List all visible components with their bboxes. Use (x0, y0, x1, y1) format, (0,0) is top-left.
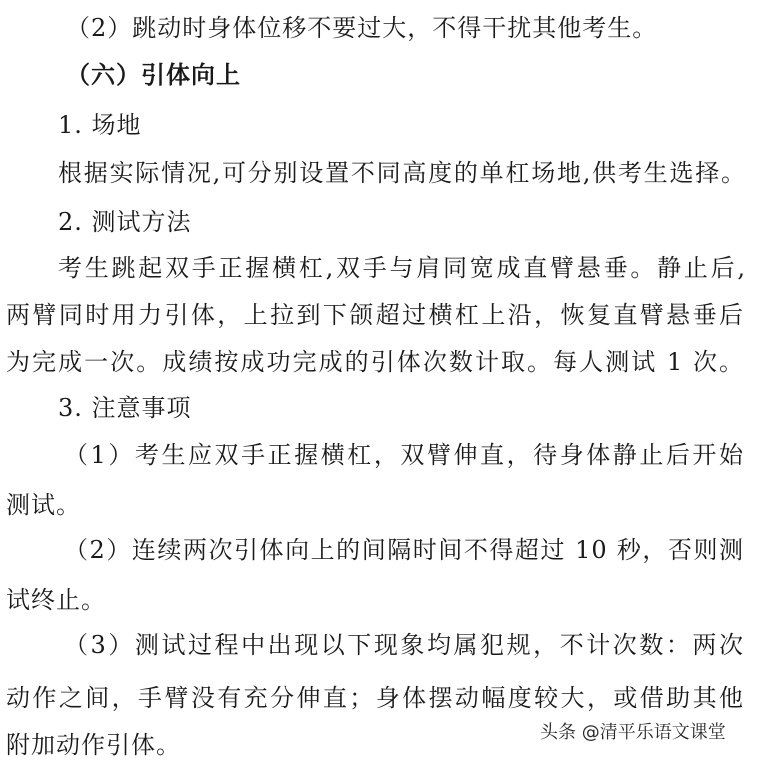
precaution-3-line-1: （3）测试过程中出现以下现象均属犯规，不计次数：两次 (64, 631, 744, 659)
paragraph-test-method-line-2: 两臂同时用力引体，上拉到下颌超过横杠上沿，恢复直臂悬垂后 (6, 301, 744, 329)
precaution-3-line-2: 动作之间，手臂没有充分伸直；身体摆动幅度较大，或借助其他 (6, 684, 744, 712)
watermark-label: 头条 @清平乐语文课堂 (540, 722, 726, 743)
paragraph-test-method-line-1: 考生跳起双手正握横杠,双手与肩同宽成直臂悬垂。静止后, (58, 254, 746, 282)
precaution-3-line-3: 附加动作引体。 (6, 731, 181, 759)
precaution-2-line-1: （2）连续两次引体向上的间隔时间不得超过 10 秒，否则测 (64, 536, 744, 564)
paragraph-test-method-line-3: 为完成一次。成绩按成功完成的引体次数计取。每人测试 1 次。 (6, 348, 744, 376)
precaution-2-line-2: 试终止。 (6, 586, 106, 614)
paragraph-venue: 根据实际情况,可分别设置不同高度的单杠场地,供考生选择。 (58, 159, 746, 187)
subheading-test-method: 2. 测试方法 (58, 208, 192, 236)
paragraph-line-jump-note-2: （2）跳动时身体位移不要过大，不得干扰其他考生。 (66, 14, 658, 42)
precaution-1-line-2: 测试。 (6, 491, 81, 519)
section-heading-pull-ups: （六）引体向上 (66, 60, 241, 89)
subheading-precautions: 3. 注意事项 (58, 394, 192, 422)
precaution-1-line-1: （1）考生应双手正握横杠，双臂伸直，待身体静止后开始 (64, 441, 744, 469)
subheading-venue: 1. 场地 (58, 111, 142, 139)
